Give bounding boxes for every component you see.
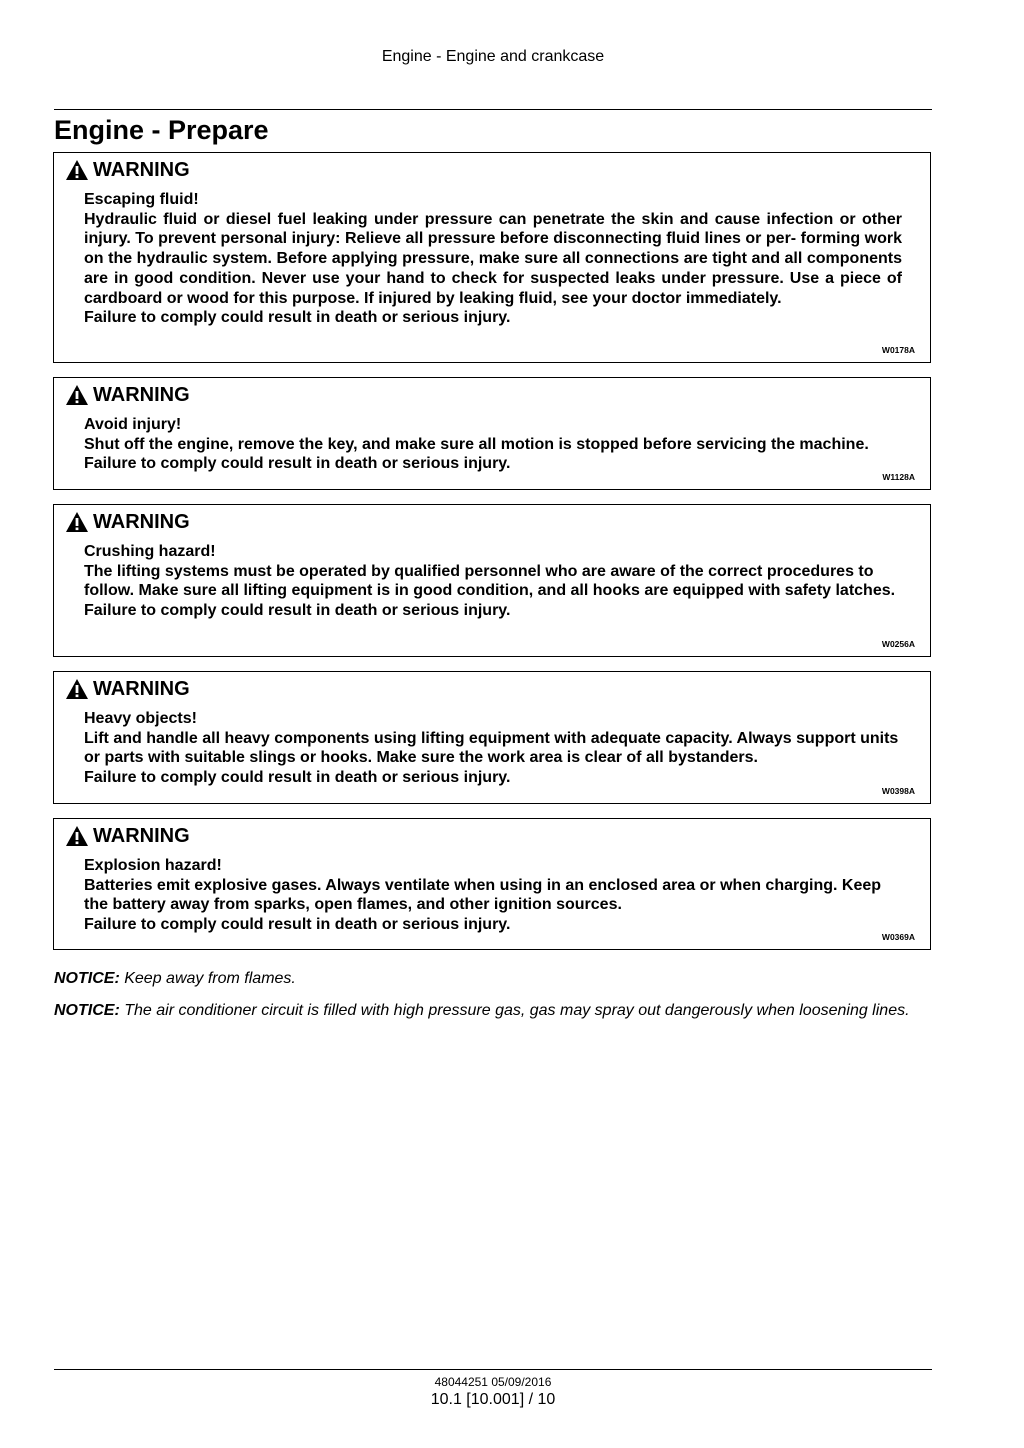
warning-heading: Escaping fluid! bbox=[84, 191, 199, 208]
warning-triangle-icon bbox=[65, 825, 89, 847]
warning-code: W0178A bbox=[881, 345, 915, 355]
footer-page-number: 10.1 [10.001] / 10 bbox=[430, 1391, 556, 1408]
warning-text: Lift and handle all heavy components using lifting equipment with adequate capacity. Always support units or parts with suitable slings or hooks. Make sure the work area is clear of all bystanders. bbox=[84, 729, 899, 767]
warning-code: W0369A bbox=[881, 932, 915, 942]
notice-label: NOTICE: bbox=[54, 1002, 120, 1019]
warning-label: WARNING bbox=[93, 825, 190, 847]
warning-box-crushing-hazard bbox=[53, 504, 931, 657]
warning-code: W0398A bbox=[881, 786, 915, 796]
warning-box-explosion-hazard bbox=[53, 818, 931, 950]
warning-heading: Crushing hazard! bbox=[84, 543, 216, 560]
running-head: Engine - Engine and crankcase bbox=[381, 48, 605, 65]
warning-header bbox=[65, 511, 190, 533]
warning-consequence: Failure to comply could result in death or serious injury. bbox=[84, 602, 511, 620]
warning-body bbox=[84, 542, 902, 621]
warning-heading: Explosion hazard! bbox=[84, 857, 222, 874]
warning-body bbox=[84, 190, 902, 328]
warning-consequence: Failure to comply could result in death or serious injury. bbox=[84, 309, 511, 327]
warning-label: WARNING bbox=[93, 678, 190, 700]
warning-header bbox=[65, 384, 190, 406]
warning-body bbox=[84, 709, 902, 788]
warning-consequence: Failure to comply could result in death or serious injury. bbox=[84, 916, 511, 934]
warning-header bbox=[65, 678, 190, 700]
warning-triangle-icon bbox=[65, 678, 89, 700]
warning-consequence: Failure to comply could result in death or serious injury. bbox=[84, 769, 511, 787]
warning-box-avoid-injury bbox=[53, 377, 931, 490]
top-divider bbox=[54, 109, 932, 110]
warning-text: Batteries emit explosive gases. Always ventilate when using in an enclosed area or when charging. Keep the battery away from sparks, open flames, and other ignition sources. bbox=[84, 876, 882, 914]
notice-air-conditioner bbox=[54, 1001, 932, 1021]
warning-box-escaping-fluid bbox=[53, 152, 931, 363]
warning-body bbox=[84, 856, 902, 935]
warning-label: WARNING bbox=[93, 511, 190, 533]
warning-text: The lifting systems must be operated by qualified personnel who are aware of the correct procedures to follow. Make sure all lifting equipment is in good condition, and all hooks are equipped with safety latches. bbox=[84, 562, 896, 600]
page-title: Engine - Prepare bbox=[54, 115, 269, 145]
footer-doc-id: 48044251 05/09/2016 bbox=[434, 1375, 552, 1389]
notice-text: The air conditioner circuit is filled with high pressure gas, gas may spray out dangerously when loosening lines. bbox=[124, 1002, 910, 1019]
warning-consequence: Failure to comply could result in death or serious injury. bbox=[84, 455, 511, 473]
warning-label: WARNING bbox=[93, 159, 190, 181]
warning-heading: Heavy objects! bbox=[84, 710, 197, 727]
warning-code: W0256A bbox=[881, 639, 915, 649]
warning-header bbox=[65, 159, 190, 181]
warning-box-heavy-objects bbox=[53, 671, 931, 804]
warning-text: Hydraulic fluid or diesel fuel leaking under pressure can penetrate the skin and cause infection or other injury. To prevent personal injury: Relieve all pressure before disconnecting fluid lines or per- forming work on the hydraulic system. Before applying pressure, make sure all connections are tight and all components are in good condition. Never use your hand to check for suspected leaks under pressure. Use a piece of cardboard or wood for this purpose. If injured by leaking fluid, see your doctor immediately. bbox=[84, 210, 902, 307]
warning-body bbox=[84, 415, 902, 474]
notice-text: Keep away from flames. bbox=[124, 970, 296, 987]
bottom-divider bbox=[54, 1369, 932, 1370]
notice-label: NOTICE: bbox=[54, 970, 120, 987]
warning-triangle-icon bbox=[65, 159, 89, 181]
warning-heading: Avoid injury! bbox=[84, 416, 182, 433]
warning-triangle-icon bbox=[65, 384, 89, 406]
notice-flames bbox=[54, 969, 932, 989]
warning-text: Shut off the engine, remove the key, and make sure all motion is stopped before servicing the machine. bbox=[84, 435, 869, 453]
warning-triangle-icon bbox=[65, 511, 89, 533]
warning-code: W1128A bbox=[882, 472, 915, 482]
warning-header bbox=[65, 825, 190, 847]
warning-label: WARNING bbox=[93, 384, 190, 406]
